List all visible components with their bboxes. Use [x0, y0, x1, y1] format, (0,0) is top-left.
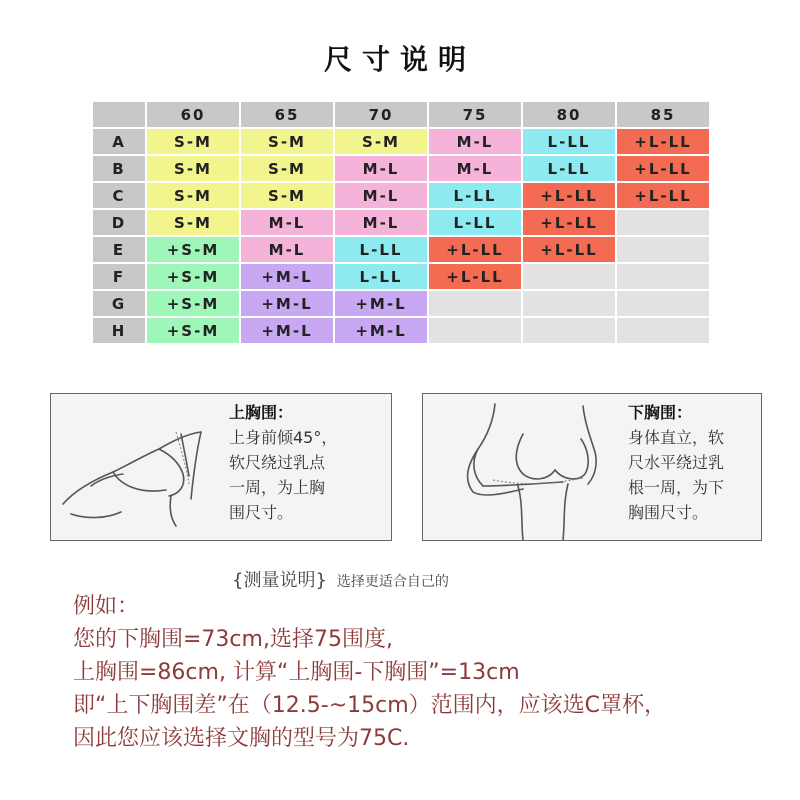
- table-row: [93, 264, 709, 289]
- size-cell: [523, 291, 615, 316]
- under-bust-line: 尺水平绕过乳: [628, 453, 725, 472]
- under-bust-line: 根一周，为下: [628, 478, 725, 497]
- table-row: [93, 291, 709, 316]
- size-cell: +L-LL: [429, 264, 521, 289]
- row-header: C: [93, 183, 145, 208]
- table-body: [93, 129, 709, 343]
- size-cell: +M-L: [241, 291, 333, 316]
- example-block: [73, 590, 666, 755]
- table-row: [93, 318, 709, 343]
- column-header: 70: [335, 102, 427, 127]
- size-cell: M-L: [241, 237, 333, 262]
- table-row: [93, 237, 709, 262]
- size-cell: M-L: [429, 156, 521, 181]
- size-cell: [523, 264, 615, 289]
- size-cell: S-M: [147, 183, 239, 208]
- size-cell: [429, 291, 521, 316]
- upper-bust-instructions: [229, 400, 389, 525]
- size-cell: M-L: [335, 156, 427, 181]
- table-row: [93, 210, 709, 235]
- column-header: 60: [147, 102, 239, 127]
- header-row: [93, 102, 709, 127]
- page-title: 尺寸说明: [323, 43, 476, 76]
- size-cell: +S-M: [147, 264, 239, 289]
- row-header: B: [93, 156, 145, 181]
- table-row: [93, 183, 709, 208]
- size-cell: +L-LL: [617, 183, 709, 208]
- row-header: H: [93, 318, 145, 343]
- table-row: [93, 129, 709, 154]
- upper-bust-line: 一周，为上胸: [229, 478, 326, 497]
- size-cell: L-LL: [523, 129, 615, 154]
- under-bust-heading: 下胸围：: [628, 403, 693, 422]
- size-cell: [617, 291, 709, 316]
- standing-figure-drawing: [423, 394, 623, 540]
- under-bust-line: 胸围尺寸。: [628, 503, 709, 522]
- size-cell: +L-LL: [429, 237, 521, 262]
- column-header: 65: [241, 102, 333, 127]
- row-header: A: [93, 129, 145, 154]
- under-bust-line: 身体直立，软: [628, 428, 725, 447]
- size-cell: S-M: [147, 210, 239, 235]
- size-chart-table: [91, 100, 711, 345]
- size-cell: L-LL: [429, 210, 521, 235]
- upper-bust-heading: 上胸围：: [229, 403, 294, 422]
- size-cell: M-L: [241, 210, 333, 235]
- row-header: E: [93, 237, 145, 262]
- size-cell: L-LL: [523, 156, 615, 181]
- row-header: G: [93, 291, 145, 316]
- column-header: 75: [429, 102, 521, 127]
- example-line: 您的下胸围=73cm,选择75围度,: [73, 627, 393, 652]
- size-cell: L-LL: [335, 237, 427, 262]
- size-cell: +L-LL: [617, 156, 709, 181]
- example-line: 上胸围=86cm, 计算“上胸围-下胸围”=13cm: [73, 660, 520, 685]
- size-cell: +M-L: [335, 318, 427, 343]
- size-cell: +M-L: [335, 291, 427, 316]
- size-cell: +L-LL: [523, 183, 615, 208]
- size-cell: M-L: [429, 129, 521, 154]
- measurement-heading: {测量说明}: [232, 570, 327, 591]
- size-cell: L-LL: [429, 183, 521, 208]
- table-corner: [93, 102, 145, 127]
- size-cell: S-M: [147, 129, 239, 154]
- size-cell: [617, 237, 709, 262]
- measurement-title: [232, 566, 449, 592]
- size-cell: M-L: [335, 210, 427, 235]
- size-cell: S-M: [147, 156, 239, 181]
- size-cell: +L-LL: [523, 237, 615, 262]
- size-cell: L-LL: [335, 264, 427, 289]
- size-cell: [617, 264, 709, 289]
- size-cell: +S-M: [147, 291, 239, 316]
- size-cell: [429, 318, 521, 343]
- table-row: [93, 156, 709, 181]
- upper-bust-line: 上身前倾45°，: [229, 428, 338, 447]
- example-line: 即“上下胸围差”在（12.5-~15cm）范围内，应该选C罩杯，: [73, 693, 667, 718]
- under-bust-instructions: [628, 400, 760, 525]
- size-cell: +L-LL: [523, 210, 615, 235]
- column-header: 80: [523, 102, 615, 127]
- example-line: 因此您应该选择文胸的型号为75C.: [73, 726, 410, 751]
- bending-figure-drawing: [51, 394, 226, 540]
- size-cell: [617, 210, 709, 235]
- column-header: 85: [617, 102, 709, 127]
- size-cell: +M-L: [241, 264, 333, 289]
- size-cell: +S-M: [147, 237, 239, 262]
- size-cell: +L-LL: [617, 129, 709, 154]
- size-cell: +M-L: [241, 318, 333, 343]
- row-header: F: [93, 264, 145, 289]
- size-cell: S-M: [241, 129, 333, 154]
- upper-bust-illustration: [50, 393, 392, 541]
- size-cell: [617, 318, 709, 343]
- upper-bust-line: 软尺绕过乳点: [229, 453, 326, 472]
- example-line: 例如：: [73, 594, 140, 619]
- size-cell: +S-M: [147, 318, 239, 343]
- size-cell: M-L: [335, 183, 427, 208]
- size-cell: S-M: [241, 183, 333, 208]
- measurement-subtitle: 选择更适合自己的: [336, 574, 449, 590]
- size-cell: S-M: [241, 156, 333, 181]
- size-cell: [523, 318, 615, 343]
- size-cell: S-M: [335, 129, 427, 154]
- upper-bust-line: 围尺寸。: [229, 503, 294, 522]
- row-header: D: [93, 210, 145, 235]
- under-bust-illustration: [422, 393, 762, 541]
